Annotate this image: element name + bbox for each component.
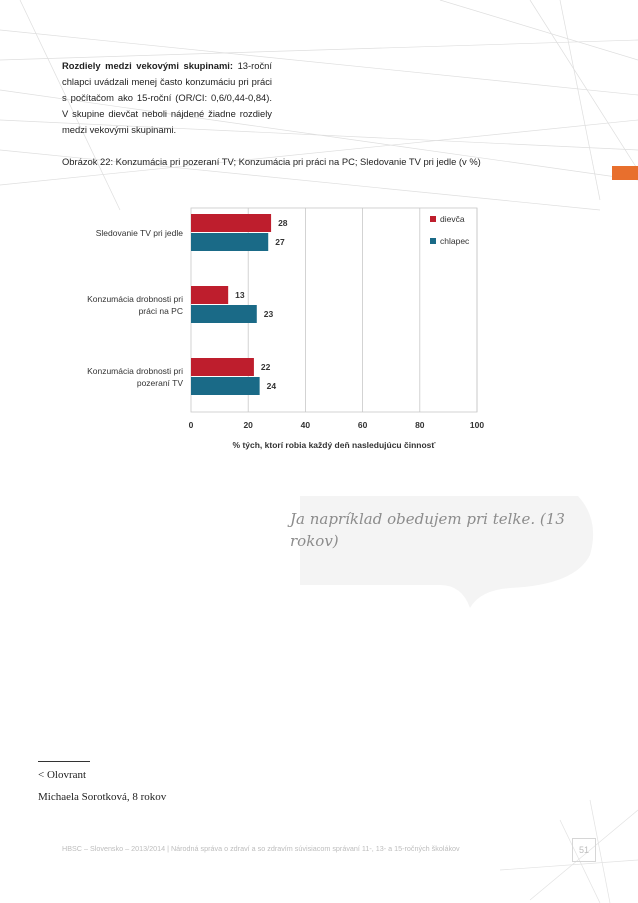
bar-chlapec (191, 233, 268, 251)
bar-chart-svg (60, 200, 500, 465)
x-tick-label: 60 (357, 420, 368, 430)
bar-data-label: 22 (260, 362, 271, 372)
x-tick-label: 40 (300, 420, 311, 430)
bar-data-label: 28 (278, 218, 288, 228)
page-number: 51 (572, 838, 596, 862)
bar-chart (60, 200, 500, 465)
figure-caption: Obrázok 22: Konzumácia pri pozeraní TV; Konzumácia pri práci na PC; Sledovanie TV pri jedle (v %) (62, 156, 481, 167)
footnote-line-1: < Olovrant (38, 769, 87, 781)
bar-data-label: 13 (235, 290, 245, 300)
intro-text: 13-roční chlapci uvádzali menej často konzumáciu pri práci s počítačom ako 15-roční (OR/CI: 0,6/0,44-0,84). V skupine dievčat neboli nájdené žiadne rozdiely medzi vekovými skupinami. (62, 60, 272, 135)
bar-dievca (191, 214, 271, 232)
legend-label-dievca: dievča (440, 214, 465, 224)
bar-dievca (191, 358, 254, 376)
intro-paragraph (62, 58, 272, 138)
category-label: Konzumácia drobnosti pri (87, 366, 183, 376)
bar-chlapec (191, 305, 257, 323)
bar-chlapec (191, 377, 260, 395)
x-axis-label: % tých, ktorí robia každý deň nasledujúcu činnosť (232, 440, 436, 450)
category-label: Konzumácia drobnosti pri (87, 294, 183, 304)
category-label: Sledovanie TV pri jedle (95, 228, 183, 238)
footer-text: HBSC – Slovensko – 2013/2014 | Národná správa o zdraví a so zdravím súvisiacom správaní 11-, 13- a 15-ročných školákov (62, 844, 460, 853)
x-tick-label: 20 (243, 420, 253, 430)
intro-bold-lead: Rozdiely medzi vekovými skupinami: (62, 60, 234, 71)
category-label: pozeraní TV (136, 378, 183, 388)
quote-text: Ja napríklad obedujem pri telke. (13 rokov) (290, 510, 565, 550)
category-label: práci na PC (138, 306, 183, 316)
x-tick-label: 80 (415, 420, 425, 430)
footnote-line-2: Michaela Sorotková, 8 rokov (38, 791, 167, 803)
orange-side-tab (612, 166, 638, 180)
bar-data-label: 27 (275, 237, 285, 247)
legend-label-chlapec: chlapec (440, 236, 470, 246)
footnote-divider (38, 761, 90, 762)
bar-data-label: 24 (266, 381, 277, 391)
legend-swatch-chlapec (430, 238, 436, 244)
bar-data-label: 23 (263, 309, 274, 319)
bar-dievca (191, 286, 228, 304)
x-tick-label: 0 (188, 420, 194, 430)
legend-swatch-dievca (430, 216, 436, 222)
x-tick-label: 100 (469, 420, 485, 430)
